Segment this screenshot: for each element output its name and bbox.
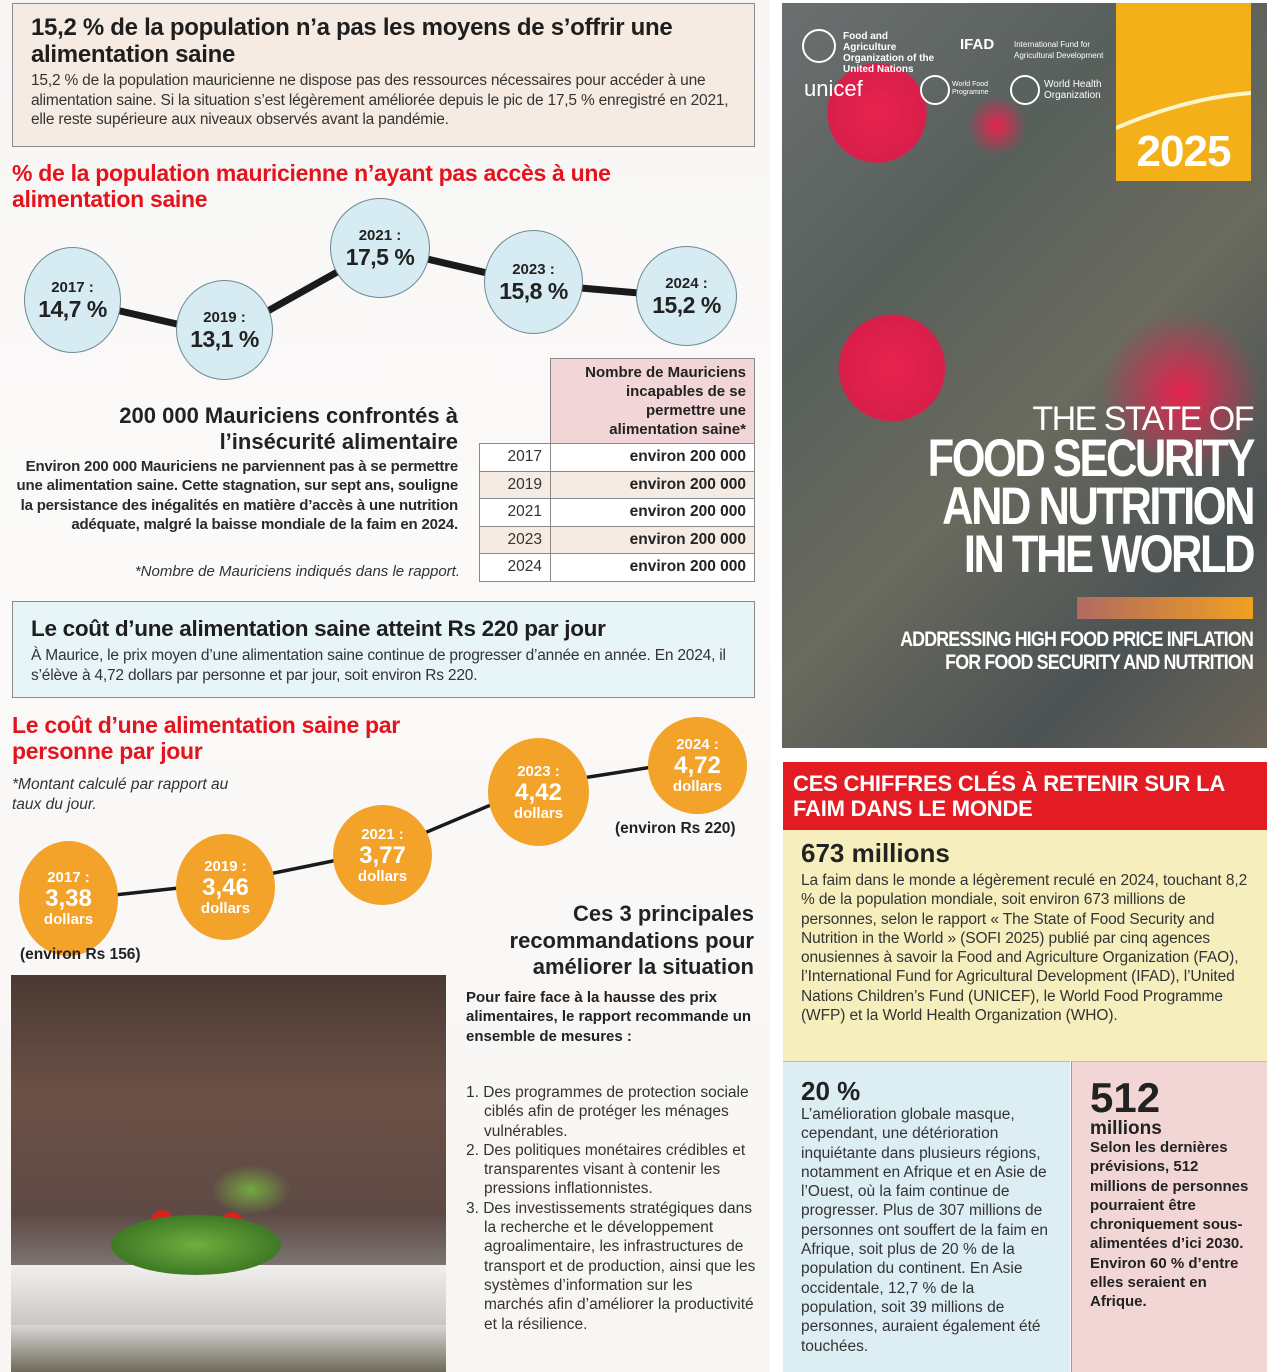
cost-point-2024 — [648, 717, 747, 814]
key-figure-value: 512 — [1090, 1074, 1161, 1121]
who-logo-icon — [1010, 75, 1040, 105]
food-insecurity-body: Environ 200 000 Mauriciens ne parviennent pas à se permettre une alimentation saine. Cette stagnation, sur sept ans, souligne la persistance des inégalités en matière d’accès à une nutrition adéquate, malgré la baisse mondiale de la faim en 2024. — [16, 458, 458, 533]
cost-summary-body: À Maurice, le prix moyen d’une alimentation saine continue de progresser d’année en année. En 2024, il s’élève à 4,72 dollars par personne et par jour, soit environ Rs 220. — [31, 647, 726, 684]
plate-shape — [11, 1265, 446, 1325]
fao-logo-icon — [802, 29, 836, 63]
point-year: 2017 : — [51, 278, 94, 296]
point-year: 2017 : — [47, 869, 90, 886]
fao-label: Food and Agriculture Organization of the United Nations — [843, 31, 935, 75]
point-year: 2019 : — [203, 308, 246, 326]
key-figure-value: 673 millions — [801, 838, 950, 868]
point-unit: dollars — [43, 911, 94, 928]
table-row — [480, 499, 755, 527]
cover-subtitle: ADDRESSING HIGH FOOD PRICE INFLATION FOR FOOD SECURITY AND NUTRITION — [900, 628, 1253, 674]
population-point-2017 — [24, 247, 121, 353]
point-year: 2023 : — [512, 260, 555, 278]
population-summary-title: 15,2 % de la population n’a pas les moyens de s’offrir une alimentation saine — [31, 14, 673, 68]
key-figures-heading: CES CHIFFRES CLÉS À RETENIR SUR LA FAIM DANS LE MONDE — [783, 762, 1267, 830]
food-insecurity-note: *Nombre de Mauriciens indiqués dans le rapport. — [134, 563, 460, 580]
table-row — [480, 471, 755, 499]
point-value: 3,77 — [359, 841, 406, 869]
wfp-logo-icon — [920, 75, 950, 105]
table-year: 2024 — [480, 554, 551, 582]
point-unit: dollars — [672, 778, 723, 795]
population-summary-body: 15,2 % de la population mauricienne ne dispose pas des ressources nécessaires pour accéder à une alimentation saine. Si la situation s’est légèrement améliorée depuis le pic de 17,5 % enregistré en 2021, elle reste supérieure aux niveaux observés avant la pandémie. — [31, 72, 729, 128]
point-value: 4,72 — [674, 752, 721, 779]
table-value: environ 200 000 — [551, 444, 755, 472]
table-value: environ 200 000 — [551, 499, 755, 527]
key-figure-body: Selon les dernières prévisions, 512 millions de personnes pourraient être chroniquement sous-alimentées d’ici 2030. Environ 60 % d’entre elles seraient en Afrique. — [1090, 1139, 1249, 1311]
cost-summary-title: Le coût d’une alimentation saine atteint Rs 220 par jour — [31, 616, 606, 641]
population-point-2021 — [330, 198, 430, 298]
recommendations-list — [466, 1083, 756, 1334]
cover-orange-bar — [1077, 597, 1253, 619]
ifad-label: IFAD — [960, 36, 995, 53]
cover-year: 2025 — [1136, 127, 1231, 176]
point-value: 15,2 % — [652, 291, 721, 318]
list-item: 2. Des politiques monétaires crédibles et transparentes visant à contenir les pressions inflationnistes. — [466, 1141, 746, 1198]
table-corner — [480, 359, 551, 444]
cover-title-big: FOOD SECURITY AND NUTRITION IN THE WORLD — [927, 429, 1253, 584]
point-value: 4,42 — [515, 778, 562, 806]
point-year: 2023 : — [517, 762, 560, 780]
table-row — [480, 526, 755, 554]
point-value: 3,38 — [45, 885, 92, 912]
unicef-label: unicef — [804, 76, 863, 101]
table-year: 2017 — [480, 444, 551, 472]
table-row — [480, 444, 755, 472]
recommendations-title: Ces 3 principales recommandations pour améliorer la situation — [509, 901, 754, 979]
point-unit: dollars — [357, 867, 408, 885]
table-value: environ 200 000 — [551, 471, 755, 499]
table-year: 2021 — [480, 499, 551, 527]
key-figure-value: 20 % — [801, 1076, 861, 1106]
recommendations-intro: Pour faire face à la hausse des prix alimentaires, le rapport recommande un ensemble de mesures : — [466, 989, 752, 1045]
food-insecurity-title: 200 000 Mauriciens confrontés à l’insécurité alimentaire — [119, 403, 458, 454]
wfp-label: World Food Programme — [952, 81, 989, 96]
point-value: 13,1 % — [190, 325, 259, 352]
table-row — [480, 554, 755, 582]
table-value: environ 200 000 — [551, 526, 755, 554]
cost-summary-box — [12, 601, 755, 698]
point-value: 14,7 % — [38, 295, 107, 322]
key-figure-body: La faim dans le monde a légèrement reculé en 2024, touchant 8,2 % de la population mondiale, soit environ 673 millions de personnes, selon le rapport « The State of Food Security and Nutrition in the World » (SOFI 2025) publié par cinq agences onusiennes à savoir la Food and Agriculture Organization (FAO), l’International Fund for Agricultural Development (IFAD), l’United Nations Children’s Fund (UNICEF), le World Food Programme (WFP) et la World Health Organization (WHO). — [801, 872, 1248, 1025]
point-year: 2024 : — [665, 274, 708, 292]
key-figure-512-millions — [1071, 1061, 1267, 1372]
point-year: 2019 : — [204, 857, 247, 875]
cost-2017-rupees: (environ Rs 156) — [20, 946, 141, 963]
list-item: 3. Des investissements stratégiques dans la recherche et le développement agroalimentaire, les infrastructures de transport et de production, ainsi que les systèmes d’information sur les marchés afin d’améliorer la productivité et la résilience. — [466, 1199, 756, 1333]
salad-shape — [111, 1215, 281, 1275]
cost-point-2023 — [488, 738, 589, 846]
mauritians-table — [479, 358, 755, 582]
cost-2024-rupees: (environ Rs 220) — [615, 820, 736, 837]
population-point-2024 — [636, 246, 737, 346]
population-point-2023 — [484, 230, 583, 334]
cover-year-block — [1116, 3, 1251, 181]
population-point-2019 — [176, 280, 273, 380]
woman-eating-salad-photo — [11, 975, 446, 1372]
table-value: environ 200 000 — [551, 554, 755, 582]
point-unit: dollars — [200, 899, 251, 917]
point-unit: dollars — [513, 804, 564, 822]
table-year: 2023 — [480, 526, 551, 554]
key-figure-unit: millions — [1090, 1118, 1162, 1139]
sofi-report-cover — [782, 3, 1267, 748]
key-figure-673-millions — [783, 830, 1267, 1061]
cost-point-2021 — [333, 805, 432, 905]
who-label: World Health Organization — [1044, 79, 1102, 101]
key-figure-body: L’amélioration globale masque, cependant, une détérioration inquiétante dans plusieurs régions, notamment en Afrique et en Asie de l’Ouest, où la faim continue de progresser. Plus de 307 millions de personnes ont souffert de la faim en Afrique, soit plus de 20 % de la population du continent. En Asie occidentale, 12,7 % de la population, soit 39 millions de personnes, auraient également été touchées. — [801, 1106, 1049, 1355]
cost-point-2019 — [176, 834, 275, 940]
point-year: 2024 : — [676, 736, 719, 753]
key-figure-20-percent — [783, 1061, 1070, 1372]
ifad-full-label: International Fund for Agricultural Development — [1014, 40, 1104, 60]
point-year: 2021 : — [358, 226, 402, 244]
table-year: 2019 — [480, 471, 551, 499]
table-header: Nombre de Mauriciens incapables de se permettre une alimentation saine* — [551, 359, 755, 444]
cover-title-small: THE STATE OF — [1032, 400, 1253, 438]
point-value: 3,46 — [202, 873, 249, 901]
point-value: 17,5 % — [345, 243, 415, 270]
cost-chart-title: Le coût d’une alimentation saine par personne par jour — [12, 712, 400, 764]
cost-chart-note: *Montant calculé par rapport au taux du jour. — [12, 776, 229, 813]
point-value: 15,8 % — [499, 277, 568, 304]
cost-point-2017 — [19, 841, 118, 956]
point-year: 2021 : — [361, 825, 404, 843]
list-item: 1. Des programmes de protection sociale ciblés afin de protéger les ménages vulnérables. — [466, 1084, 749, 1140]
population-chart-title: % de la population mauricienne n’ayant pas accès à une alimentation saine — [12, 160, 611, 212]
